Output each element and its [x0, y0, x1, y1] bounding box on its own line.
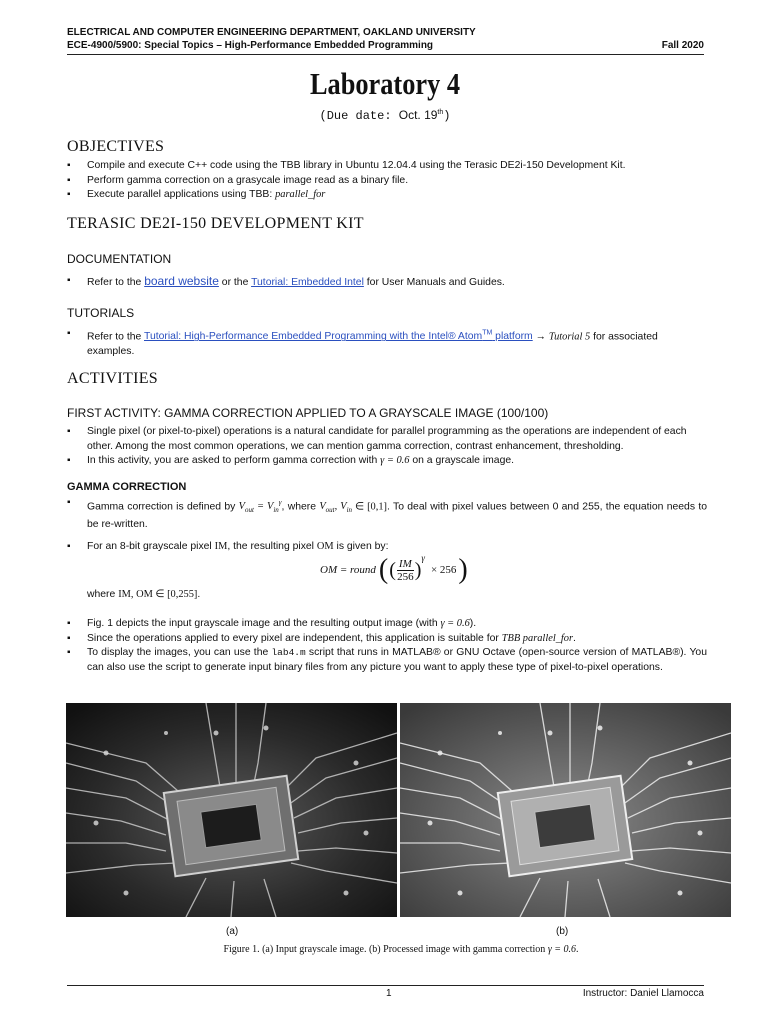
page-title: Laboratory 4 — [309, 66, 461, 101]
math: ∈ [0,1] — [352, 501, 388, 513]
text: for associated examples. — [87, 331, 658, 358]
due-date-value: Oct. 19 — [398, 108, 438, 122]
activities-heading: ACTIVITIES — [67, 370, 158, 387]
math: = V — [253, 501, 274, 513]
math-sub: out — [244, 506, 254, 515]
text: Since the operations applied to every pixel are independent, this application is suitable for — [87, 632, 502, 644]
math: V — [319, 501, 326, 513]
list-item-text: Execute parallel applications using TBB: — [87, 189, 276, 201]
list-item — [67, 496, 707, 533]
list-item — [67, 454, 707, 469]
documentation-heading: DOCUMENTATION — [67, 252, 172, 266]
text: or the — [218, 277, 252, 288]
due-date — [0, 108, 770, 123]
list-item: ▪ Single pixel (or pixel-to-pixel) operations is a natural candidate for parallel programming as the operations are independent of each other. Among the most common operations, we can mention gamma correction, contrast enhancement, thresholding. — [67, 425, 707, 454]
list-item-em: parallel_for — [275, 189, 326, 201]
equation-exponent: γ — [421, 553, 425, 563]
equation-paren: ( — [378, 554, 389, 585]
figure-input-image — [66, 703, 397, 917]
text: is given by: — [333, 541, 389, 552]
math-sub: in — [273, 506, 279, 515]
equation-paren: ( — [389, 559, 396, 581]
tm-sup: TM — [482, 330, 493, 337]
text: Fig. 1 depicts the input grayscale image and the resulting output image (with — [87, 618, 441, 629]
text: Gamma correction is defined by — [87, 501, 239, 513]
list-item — [67, 327, 707, 360]
header-department: ELECTRICAL AND COMPUTER ENGINEERING DEPARTMENT, OAKLAND UNIVERSITY — [67, 27, 476, 38]
text: Refer to the — [87, 331, 144, 343]
math: V — [238, 501, 245, 513]
equation-numerator: IM — [398, 557, 412, 570]
caption-text: Figure 1. (a) Input grayscale image. (b) Processed image with gamma correction — [223, 944, 548, 955]
list-item — [67, 274, 707, 291]
tutorial-hpep-link[interactable] — [144, 331, 533, 342]
text: script that runs in MATLAB® or GNU Octave (open-source version of MATLAB®). You can also use the script to generate input binary files from any picture you want to apply these type of pixel-to-pixel operations. — [87, 647, 707, 673]
text: where — [87, 589, 119, 600]
math: γ = 0.6 — [380, 455, 410, 467]
list-item — [67, 617, 707, 632]
list-item: ▪ Perform gamma correction on a grasycale image read as a binary file. — [67, 174, 707, 189]
text-em: TBB parallel_for — [501, 632, 574, 644]
text: Refer to the — [87, 277, 145, 288]
kit-heading: TERASIC DE2I-150 DEVELOPMENT KIT — [67, 215, 364, 232]
documentation-list — [67, 274, 707, 291]
gamma-list — [67, 496, 707, 533]
text: ). — [469, 618, 477, 629]
figure-notes-list — [67, 617, 707, 675]
math: γ = 0.6 — [440, 618, 470, 629]
equation-lhs: OM = round — [320, 564, 376, 576]
math-sub: out — [325, 506, 335, 515]
text: . — [197, 589, 201, 600]
due-suffix: ) — [443, 109, 451, 123]
math: IM — [214, 541, 228, 552]
gamma-equation — [320, 553, 468, 587]
arrow-text: → — [532, 331, 549, 343]
text: . — [573, 632, 576, 644]
caption-math: γ = 0.6 — [547, 944, 577, 955]
gamma-heading: GAMMA CORRECTION — [67, 481, 187, 493]
math: IM, OM ∈ [0,255] — [118, 589, 198, 600]
tutorial-number: Tutorial 5 — [548, 331, 591, 343]
activity-list — [67, 425, 707, 469]
header-course: ECE-4900/5900: Special Topics – High-Performance Embedded Programming — [67, 40, 434, 51]
list-item — [67, 188, 707, 203]
equation-paren: ) — [414, 559, 422, 581]
math: , V — [334, 501, 347, 513]
equation-paren: ) — [458, 554, 468, 585]
equation-denominator: 256 — [397, 570, 414, 583]
text: . To deal with pixel values between 0 and 255, the equation needs to be re-written. — [87, 501, 707, 531]
due-date-sup: th — [437, 109, 444, 116]
footer-rule — [67, 985, 704, 986]
text: , the resulting pixel — [227, 541, 317, 552]
text: To display the images, you can use the — [87, 647, 272, 659]
due-prefix: (Due date: — [319, 109, 399, 123]
page-number: 1 — [386, 988, 392, 999]
figure-label-b: (b) — [556, 926, 569, 937]
list-item — [67, 646, 707, 675]
text: , where — [281, 501, 320, 513]
where-line — [87, 588, 200, 603]
objectives-list — [67, 159, 707, 203]
caption-text: . — [576, 944, 579, 955]
link-text: platform — [492, 331, 533, 343]
tutorials-list — [67, 327, 707, 360]
list-item: ▪ Compile and execute C++ code using the TBB library in Ubuntu 12.04.4 using the Terasic DE2i-150 Development Kit. — [67, 159, 707, 174]
math-sub: in — [346, 506, 353, 515]
tutorials-heading: TUTORIALS — [67, 306, 135, 320]
list-item — [67, 632, 707, 647]
equation-fraction — [397, 558, 414, 583]
equation-rhs: × 256 — [430, 564, 457, 576]
link-text: Tutorial: High-Performance Embedded Programming with the Intel® Atom — [144, 331, 483, 343]
header-term: Fall 2020 — [661, 40, 704, 51]
text: for User Manuals and Guides. — [363, 277, 505, 288]
board-website-link[interactable]: board website — [144, 274, 219, 288]
figure-caption — [0, 944, 770, 955]
header-rule — [67, 54, 704, 55]
text: For an 8-bit grayscale pixel — [87, 541, 215, 552]
tutorial-embedded-intel-link[interactable]: Tutorial: Embedded Intel — [251, 277, 364, 288]
math-sup: γ — [278, 499, 282, 507]
text: In this activity, you are asked to perform gamma correction with — [87, 455, 381, 467]
figure-output-image — [400, 703, 731, 917]
first-activity-heading: FIRST ACTIVITY: GAMMA CORRECTION APPLIED TO A GRAYSCALE IMAGE (100/100) — [67, 406, 549, 420]
code-filename: lab4.m — [271, 647, 306, 659]
figure-label-a: (a) — [226, 926, 239, 937]
objectives-heading: OBJECTIVES — [67, 138, 165, 155]
math: OM — [316, 541, 334, 552]
text: on a grayscale image. — [409, 455, 515, 467]
footer-instructor: Instructor: Daniel Llamocca — [582, 988, 704, 999]
